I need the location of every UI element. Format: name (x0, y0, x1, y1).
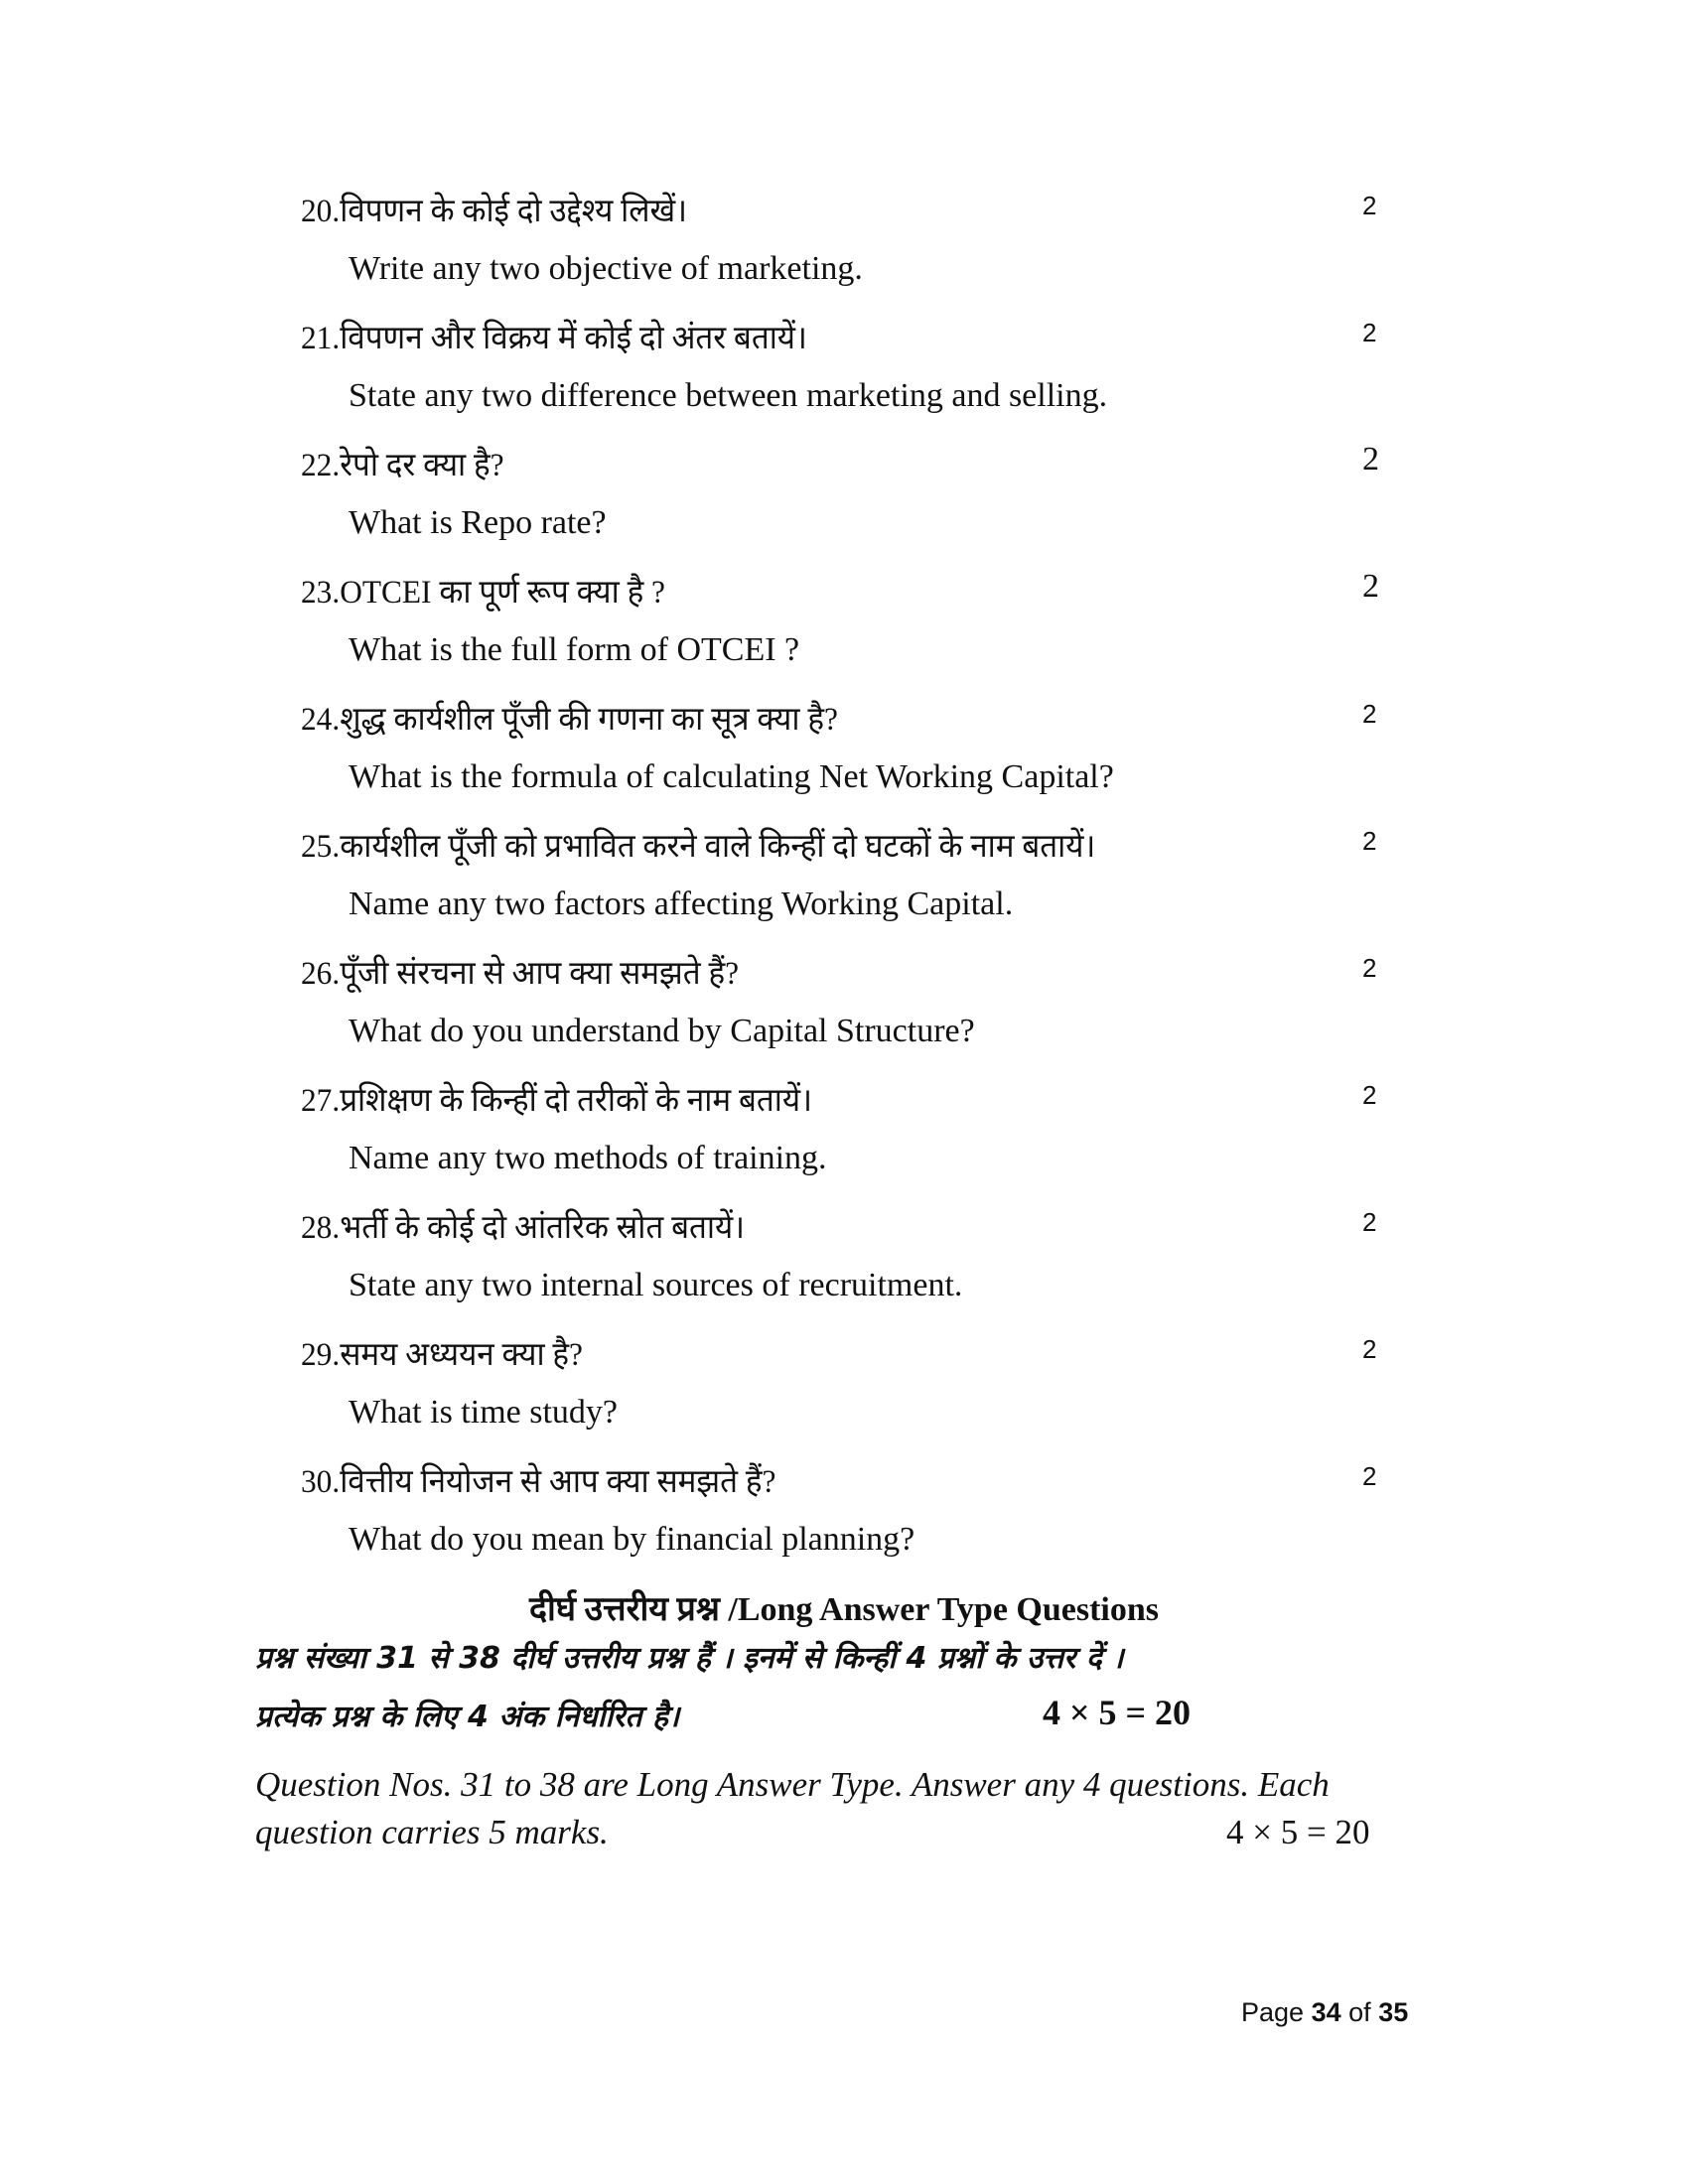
question-marks: 2 (1362, 699, 1377, 729)
question-text-english: What do you understand by Capital Structure? (349, 1013, 975, 1049)
question-text-english: Name any two methods of training. (349, 1140, 827, 1176)
hindi-instruction-line-2: प्रत्येक प्रश्न के लिए 4 अंक निर्धारित है। (255, 1700, 680, 1734)
question-25-english (0, 886, 1688, 945)
question-text-english: What do you mean by financial planning? (349, 1521, 915, 1558)
question-24-hindi (0, 695, 1688, 754)
hindi-marks-formula: 4 × 5 = 20 (1043, 1693, 1192, 1732)
page-number (1241, 1997, 1408, 2028)
of-label: of (1348, 1997, 1371, 2027)
question-text-hindi: 24.शुद्ध कार्यशील पूँजी की गणना का सूत्र क्या है? (301, 702, 838, 738)
question-marks: 2 (1362, 1461, 1377, 1491)
page-label: Page (1241, 1997, 1305, 2027)
current-page: 34 (1311, 1997, 1341, 2027)
question-text-hindi: 29.समय अध्ययन क्या है? (301, 1337, 583, 1373)
question-24-english (0, 758, 1688, 818)
question-text-hindi: 27.प्रशिक्षण के किन्हीं दो तरीकों के नाम बतायें। (301, 1083, 812, 1119)
question-text-english: What is the full form of OTCEI ? (349, 631, 800, 668)
question-marks: 2 (1362, 191, 1377, 220)
question-text-english: Write any two objective of marketing. (349, 250, 863, 287)
question-29-english (0, 1394, 1688, 1453)
english-marks-formula: 4 × 5 = 20 (1226, 1813, 1370, 1851)
english-instruction-line-2: question carries 5 marks. (255, 1813, 609, 1851)
question-27-hindi (0, 1076, 1688, 1136)
question-21-english (0, 377, 1688, 437)
question-20-hindi (0, 187, 1688, 246)
question-text-hindi: 21.विपणन और विक्रय में कोई दो अंतर बतायें। (301, 321, 807, 356)
question-30-english (0, 1521, 1688, 1580)
question-23-hindi (0, 568, 1688, 627)
question-20-english (0, 250, 1688, 310)
question-26-hindi (0, 949, 1688, 1009)
question-text-english: What is time study? (349, 1394, 619, 1431)
question-marks: 2 (1362, 953, 1377, 983)
question-23-english (0, 631, 1688, 691)
question-text-hindi: 20.विपणन के कोई दो उद्देश्य लिखें। (301, 194, 687, 229)
question-28-hindi (0, 1203, 1688, 1263)
question-marks: 2 (1362, 318, 1377, 347)
question-text-english: State any two internal sources of recruitment. (349, 1267, 963, 1303)
hindi-instruction-line-1: प्रश्न संख्या 31 से 38 दीर्घ उत्तरीय प्रश्न हैं । इनमें से किन्हीं 4 प्रश्नों के उत्तर दें । (255, 1641, 1124, 1676)
question-29-hindi (0, 1330, 1688, 1390)
question-text-english: What is Repo rate? (349, 504, 607, 541)
question-marks: 2 (1362, 441, 1379, 478)
question-22-hindi (0, 441, 1688, 500)
question-text-hindi: 22.रेपो दर क्या है? (301, 448, 504, 483)
question-marks: 2 (1362, 1080, 1377, 1110)
question-marks: 2 (1362, 826, 1377, 856)
question-text-hindi: 30.वित्तीय नियोजन से आप क्या समझते हैं? (301, 1464, 776, 1500)
question-text-hindi: 25.कार्यशील पूँजी को प्रभावित करने वाले किन्हीं दो घटकों के नाम बतायें। (301, 829, 1096, 865)
question-25-hindi (0, 822, 1688, 882)
question-text-english: State any two difference between marketing and selling. (349, 377, 1108, 414)
question-text-english: Name any two factors affecting Working Capital. (349, 886, 1014, 922)
question-21-hindi (0, 314, 1688, 373)
question-text-hindi: 28.भर्ती के कोई दो आंतरिक स्रोत बतायें। (301, 1210, 746, 1246)
question-text-english: What is the formula of calculating Net Working Capital? (349, 758, 1114, 795)
question-marks: 2 (1362, 1334, 1377, 1364)
total-pages: 35 (1378, 1997, 1409, 2027)
question-marks: 2 (1362, 1207, 1377, 1237)
section-heading: दीर्घ उत्तरीय प्रश्न /Long Answer Type Questions (529, 1591, 1159, 1628)
question-26-english (0, 1013, 1688, 1072)
question-30-hindi (0, 1457, 1688, 1517)
question-marks: 2 (1362, 568, 1379, 605)
english-instruction-line-1: Question Nos. 31 to 38 are Long Answer Type. Answer any 4 questions. Each (255, 1765, 1330, 1804)
question-28-english (0, 1267, 1688, 1326)
question-text-hindi: 23.OTCEI का पूर्ण रूप क्या है ? (301, 575, 665, 611)
question-27-english (0, 1140, 1688, 1199)
question-text-hindi: 26.पूँजी संरचना से आप क्या समझते हैं? (301, 956, 740, 992)
question-22-english (0, 504, 1688, 564)
